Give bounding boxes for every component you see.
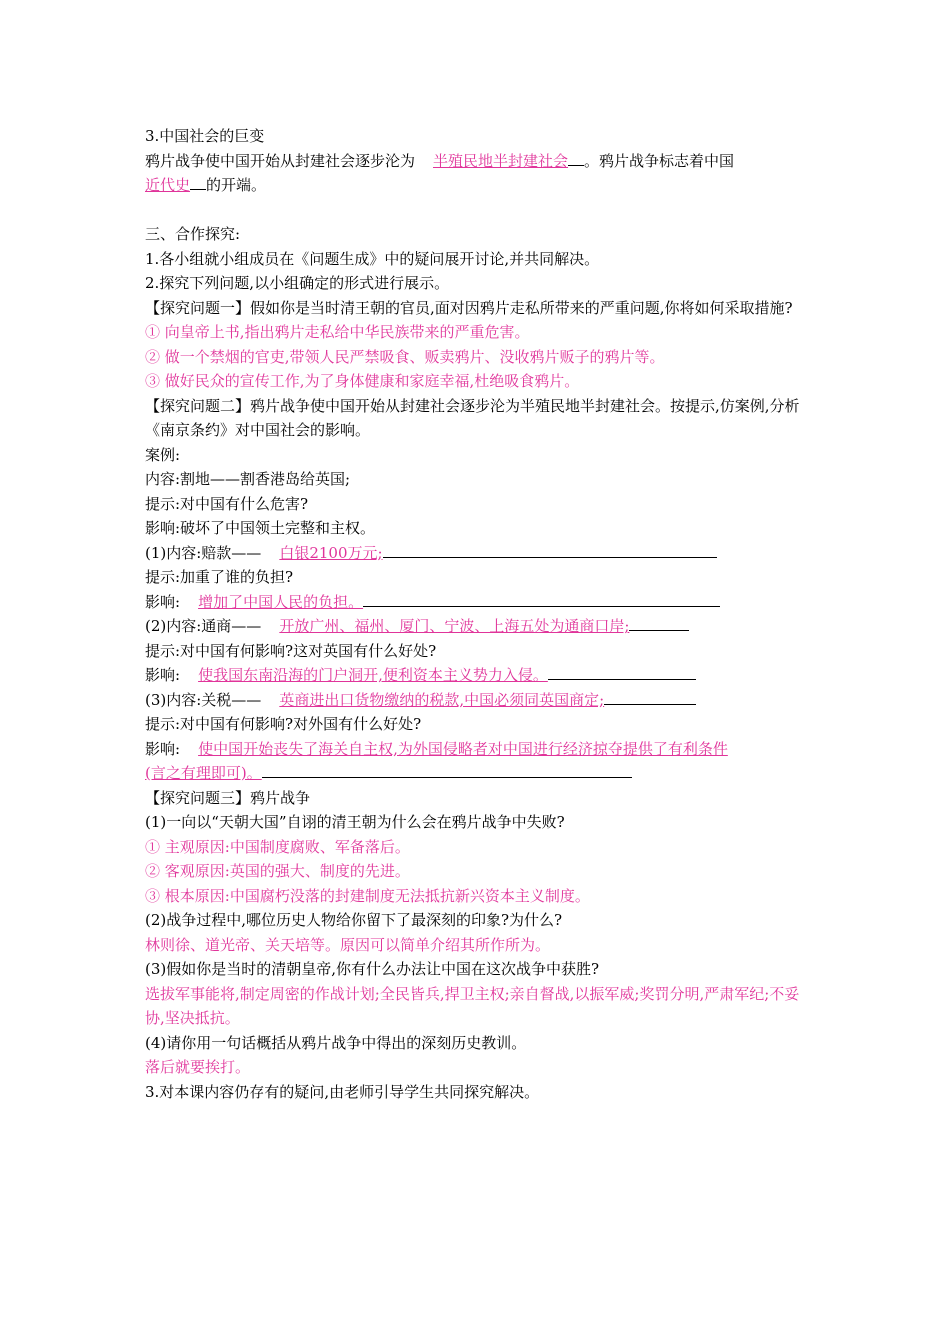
question-3-sub-3-answer: 选拔军事能将,制定周密的作战计划;全民皆兵,捍卫主权;亲自督战,以振军威;奖罚分明,严肃军纪;不妥协,坚决抵抗。 bbox=[145, 984, 800, 1027]
label: (3)内容:关税—— bbox=[145, 690, 262, 709]
question-3-sub-3: (3)假如你是当时的清朝皇帝,你有什么办法让中国在这次战争中获胜? bbox=[145, 960, 600, 978]
point-1-effect bbox=[145, 590, 805, 615]
blank-line bbox=[262, 761, 632, 778]
blank-line bbox=[548, 663, 696, 680]
point-3-effect bbox=[145, 737, 805, 762]
section-heading-social-change: 3.中国社会的巨变 bbox=[145, 127, 265, 145]
point-2-hint: 提示:对中国有何影响?这对英国有什么好处? bbox=[145, 641, 437, 660]
point-2-effect bbox=[145, 663, 805, 688]
case-label: 案例: bbox=[145, 445, 181, 464]
question-1-prompt: 【探究问题一】假如你是当时清王朝的官员,面对因鸦片走私所带来的严重问题,你将如何采取措施? bbox=[145, 298, 793, 317]
question-3-sub-1-answer-2: ② 客观原因:英国的强大、制度的先进。 bbox=[145, 862, 410, 880]
case-content: 内容:割地——割香港岛给英国; bbox=[145, 470, 351, 488]
answer-burden: 增加了中国人民的负担。 bbox=[198, 592, 364, 611]
answer-modern-history: 近代史 bbox=[145, 176, 191, 194]
point-1-hint: 提示:加重了谁的负担? bbox=[145, 568, 294, 586]
point-2-content bbox=[145, 614, 805, 639]
social-change-line-1 bbox=[145, 149, 805, 174]
blank-line bbox=[190, 173, 206, 190]
text: 。鸦片战争标志着中国 bbox=[584, 151, 735, 170]
label: 影响: bbox=[145, 739, 181, 758]
question-3-sub-1-answer-1: ① 主观原因:中国制度腐败、军备落后。 bbox=[145, 837, 410, 856]
question-3-sub-2: (2)战争过程中,哪位历史人物给你留下了最深刻的印象?为什么? bbox=[145, 911, 563, 929]
answer-indemnity: 白银2100万元; bbox=[279, 543, 383, 562]
question-3-sub-4-answer: 落后就要挨打。 bbox=[145, 1058, 251, 1076]
case-effect: 影响:破坏了中国领土完整和主权。 bbox=[145, 519, 376, 537]
blank-line bbox=[383, 541, 717, 558]
label: (2)内容:通商—— bbox=[145, 617, 262, 635]
answer-reasonable: (言之有理即可)。 bbox=[145, 764, 262, 782]
spacer bbox=[145, 198, 805, 223]
point-3-content bbox=[145, 688, 805, 713]
question-3-sub-1-answer-3: ③ 根本原因:中国腐朽没落的封建制度无法抵抗新兴资本主义制度。 bbox=[145, 886, 590, 905]
answer-customs-autonomy: 使中国开始丧失了海关自主权,为外国侵略者对中国进行经济掠夺提供了有利条件 bbox=[198, 739, 728, 758]
coop-item-1: 1.各小组就小组成员在《问题生成》中的疑问展开讨论,并共同解决。 bbox=[145, 249, 600, 268]
answer-tariff: 英商进出口货物缴纳的税款,中国必须同英国商定; bbox=[279, 690, 605, 709]
label: 影响: bbox=[145, 592, 181, 611]
blank-line bbox=[629, 614, 689, 631]
question-3-sub-1: (1)一向以“天朝大国”自诩的清王朝为什么会在鸦片战争中失败? bbox=[145, 813, 565, 831]
answer-coastal-opening: 使我国东南沿海的门户洞开,便利资本主义势力入侵。 bbox=[198, 666, 548, 684]
section-heading-cooperation: 三、合作探究: bbox=[145, 225, 241, 243]
label: (1)内容:赔款—— bbox=[145, 543, 262, 562]
question-1-answer-1: ① 向皇帝上书,指出鸦片走私给中华民族带来的严重危害。 bbox=[145, 323, 530, 341]
document-content bbox=[145, 124, 805, 1104]
point-1-content bbox=[145, 541, 805, 566]
social-change-line-2 bbox=[145, 173, 805, 198]
coop-item-2: 2.探究下列问题,以小组确定的形式进行展示。 bbox=[145, 274, 450, 292]
question-3-sub-4: (4)请你用一句话概括从鸦片战争中得出的深刻历史教训。 bbox=[145, 1033, 527, 1052]
text: 鸦片战争使中国开始从封建社会逐步沦为 bbox=[145, 151, 416, 170]
blank-line bbox=[363, 590, 720, 607]
case-hint: 提示:对中国有什么危害? bbox=[145, 494, 309, 513]
question-1-answer-3: ③ 做好民众的宣传工作,为了身体健康和家庭幸福,杜绝吸食鸦片。 bbox=[145, 372, 580, 390]
blank-line bbox=[604, 688, 696, 705]
label: 影响: bbox=[145, 666, 181, 684]
answer-ports: 开放广州、福州、厦门、宁波、上海五处为通商口岸; bbox=[279, 617, 630, 635]
point-3-hint: 提示:对中国有何影响?对外国有什么好处? bbox=[145, 715, 422, 733]
point-3-effect-cont bbox=[145, 761, 805, 786]
question-3-prompt: 【探究问题三】鸦片战争 bbox=[145, 788, 311, 807]
question-1-answer-2: ② 做一个禁烟的官吏,带领人民严禁吸食、贩卖鸦片、没收鸦片贩子的鸦片等。 bbox=[145, 347, 665, 366]
coop-item-3: 3.对本课内容仍存有的疑问,由老师引导学生共同探究解决。 bbox=[145, 1082, 540, 1101]
text: 的开端。 bbox=[206, 176, 267, 194]
question-3-sub-2-answer: 林则徐、道光帝、关天培等。原因可以简单介绍其所作所为。 bbox=[145, 935, 551, 954]
answer-semi-colonial: 半殖民地半封建社会 bbox=[433, 151, 569, 170]
question-2-prompt: 【探究问题二】鸦片战争使中国开始从封建社会逐步沦为半殖民地半封建社会。按提示,仿案例,分析《南京条约》对中国社会的影响。 bbox=[145, 396, 800, 439]
blank-line bbox=[568, 149, 584, 166]
